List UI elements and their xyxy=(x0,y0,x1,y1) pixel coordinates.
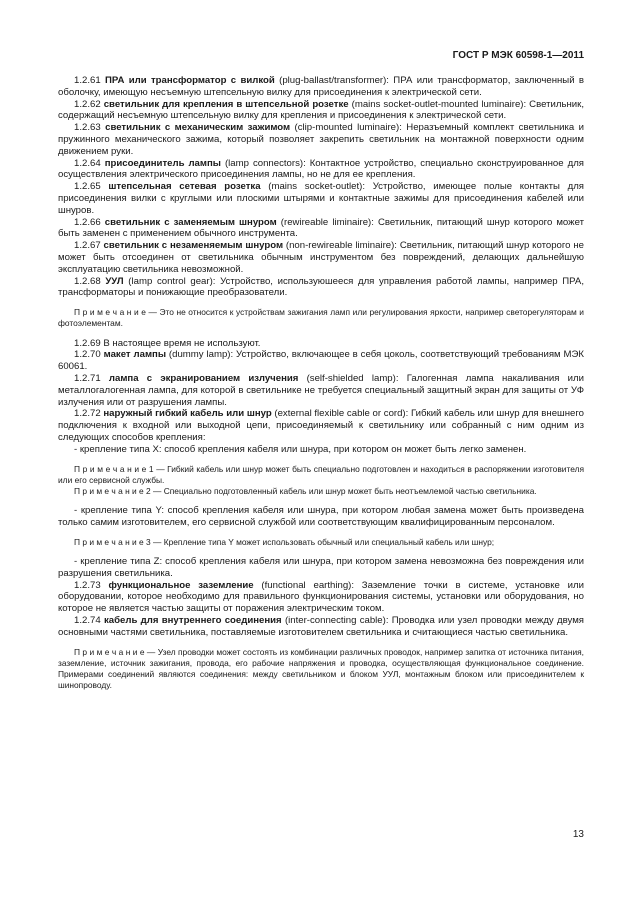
note-x-1: П р и м е ч а н и е 1 — Гибкий кабель или шнур может быть специально подготовлен и находиться в распоряжении изготовителя или его сервисной службы. xyxy=(58,463,584,485)
term: УУЛ xyxy=(105,275,124,287)
note-1-2-68: П р и м е ч а н и е — Это не относится к устройствам зажигания ламп или регулирования яркости, например светорегуляторам и фотоэлементам. xyxy=(58,307,584,329)
clause-1-2-71: 1.2.71 лампа с экранированием излучения (self-shielded lamp): Галогенная лампа накаливания или металлогалогенная лампа, для которой в светильнике не требуется специальный защитный экран для защиты от УФ излучения или от разрушения лампы. xyxy=(58,372,585,408)
note-y-3: П р и м е ч а н и е 3 — Крепление типа Y может использовать обычный или специальный кабель или шнур; xyxy=(74,536,495,547)
attachment-type-y: - крепление типа Y: способ крепления кабеля или шнура, при котором любая замена может быть произведена только самим изготовителем, его сервисной службой или соответствующим квалифицированным персоналом. xyxy=(58,505,584,528)
term: лампа с экранированием излучения xyxy=(108,372,299,384)
term: ПРА или трансформатор с вилкой xyxy=(105,75,275,86)
term: кабель для внутреннего соединения xyxy=(103,614,282,626)
page-number: 13 xyxy=(572,829,584,840)
clause-1-2-74: 1.2.74 кабель для внутреннего соединения (inter-connecting cable): Проводка или узел проводки между двумя основными частями светильника, поставляемые изготовителем светильника и считающиеся частью светильника. xyxy=(58,614,584,638)
clause-1-2-66: 1.2.66 светильник с заменяемым шнуром (rewireable liminaire): Светильник, питающий шнур которого может быть заменен с применением обычного инструмента. xyxy=(58,216,584,240)
term: светильник с механическим зажимом xyxy=(105,122,291,134)
term: макет лампы xyxy=(103,349,167,361)
clause-1-2-69: 1.2.69 В настоящее время не используют. xyxy=(74,337,261,349)
clause-1-2-62: 1.2.62 светильник для крепления в штепсельной розетке (mains socket-outlet-mounted luminaire): Светильник, содержащий несъемную штепсельную вилку для крепления и присоединения к электрической сети. xyxy=(58,98,584,122)
term: светильник с незаменяемым шнуром xyxy=(103,240,284,252)
term: наружный гибкий кабель или шнур xyxy=(103,408,272,420)
clause-1-2-65: 1.2.65 штепсельная сетевая розетка (mains socket-outlet): Устройство, имеющее полые контакты для присоединения вилки с круглыми или плоскими штырями и контактные зажимы для присоединения кабелей или шнуров. xyxy=(58,181,584,216)
attachment-type-z: - крепление типа Z: способ крепления кабеля или шнура, при котором замена невозможна без повреждения или разрушения светильника. xyxy=(58,555,584,579)
clause-1-2-68: 1.2.68 УУЛ (lamp control gear): Устройство, используюшееся для управления работой лампы, например ПРА, трансформаторы и понижающие преобразователи. xyxy=(58,275,584,299)
clause-1-2-64: 1.2.64 присоединитель лампы (lamp connectors): Контактное устройство, специально сконструированное для осуществления электрического присоединения лампы, но не для ее крепления. xyxy=(58,157,584,181)
term: светильник для крепления в штепсельной розетке xyxy=(103,98,349,110)
term: светильник с заменяемым шнуром xyxy=(104,216,277,228)
clause-1-2-72: 1.2.72 наружный гибкий кабель или шнур (external flexible cable or cord): Гибкий кабель или шнур для внешнего подключения к входной или выходной цепи, присоединяемый к светильнику или собранный с ним одним из следующих способов крепления: xyxy=(58,408,584,443)
term: функциональное заземление xyxy=(108,579,254,591)
clause-1-2-70: 1.2.70 макет лампы (dummy lamp): Устройство, включающее в себя цоколь, соответствующий требованиям МЭК 60061. xyxy=(58,349,584,373)
note-x-2: П р и м е ч а н и е 2 — Специально подготовленный кабель или шнур может быть неотъемлемой частью светильника. xyxy=(74,485,537,496)
document-header: ГОСТ Р МЭК 60598-1—2011 xyxy=(452,50,584,61)
clause-1-2-61: 1.2.61 ПРА или трансформатор с вилкой (plug-ballast/transformer): ПРА или трансформатор, заключенный в оболочку, имеющую несъемную штепсельную вилку для присоединения к электрической сети. xyxy=(58,75,584,98)
clause-1-2-67: 1.2.67 светильник с незаменяемым шнуром (non-rewireable liminaire): Светильник, питающий шнур которого не может быть отсоединен от светильника обычным инструментом без повреждений, делающих дальнейшую эксплуатацию светильника невозможной. xyxy=(58,240,584,275)
attachment-type-x: - крепление типа X: способ крепления кабеля или шнура, при котором он может быть легко заменен. xyxy=(74,443,527,455)
clause-1-2-63: 1.2.63 светильник с механическим зажимом (clip-mounted luminaire): Неразъемный комплект светильника и пружинного механического зажима, который позволяет закрепить светильник на монтажной поверхности одним движением руки. xyxy=(58,122,584,157)
note-1-2-74: П р и м е ч а н и е — Узел проводки может состоять из комбинации различных проводок, например запитка от источника питания, заземление, источник зажигания, провода, его рабочие напряжения и проводка, осуществляющая функциональное соединение. Примерами соединений являются соединения: между светильником и блоком УУЛ, монтажным блоком или присоединителем к шинопроводу. xyxy=(58,646,584,691)
term: присоединитель лампы xyxy=(104,157,221,169)
term: штепсельная сетевая розетка xyxy=(108,181,261,193)
clause-1-2-73: 1.2.73 функциональное заземление (functional earthing): Заземление точки в системе, установке или оборудовании, которое необходимо для правильного функционирования системы, установки или оборудования, но которое не является частью защиты от поражения электрическим током. xyxy=(58,579,584,615)
